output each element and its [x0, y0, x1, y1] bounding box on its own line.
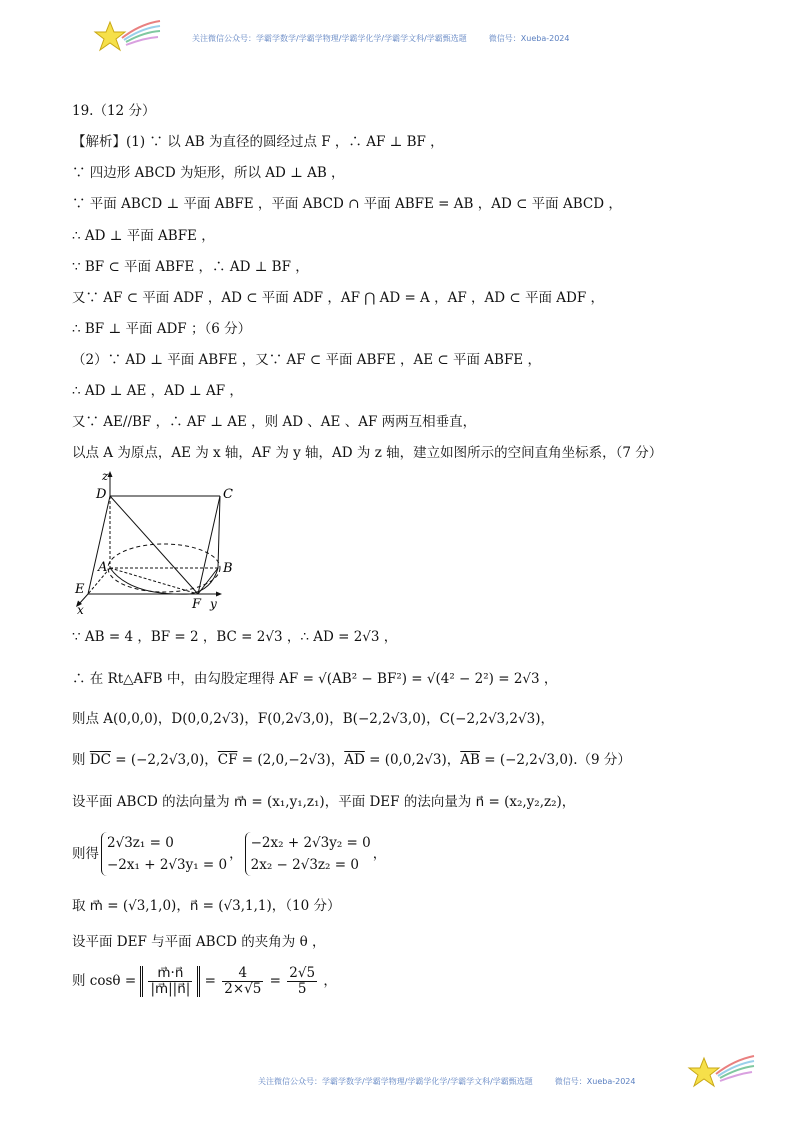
page-footer — [258, 1076, 635, 1087]
text-line-16: 则 $\overline{DC} = (-2,2√3,0)$，$\overline{CF} = (2,0,-2√3)$，$\overline{AD} = (0,0,2√3)$，$\overline{AB} = (-2,2√3,0).(9$ 分） — [72, 752, 631, 768]
fraction-4: $\frac{4}{2\times√5}$ — [224, 965, 262, 997]
star-logo-footer — [686, 1050, 758, 1094]
star-logo-header — [92, 16, 164, 58]
system-n: −2x₂ + 2√3y₂ = 0 2x₂ − 2√3z₂ = 0 — [245, 832, 371, 876]
label-A: A — [98, 560, 108, 575]
label-E: E — [75, 582, 85, 597]
vector-AB: $\overline{AB}$ — [460, 752, 480, 768]
text-line-15: 则点 A(0,0,0)，D(0,0,2√3)，F(0,2√3,0)，B(−2,2√3,0)，C(−2,2√3,2√3)， — [72, 711, 554, 727]
text-line-07: 又∵ AF ⊂ 平面 ADF ，AD ⊂ 平面 ADF ，AF ⋂ AD = A ，AF ，AD ⊂ 平面 ADF ， — [72, 290, 604, 306]
text-line-03: ∵ 四边形 ABCD 为矩形，所以 AD ⊥ AB ， — [72, 165, 345, 181]
edge-DF — [110, 496, 198, 594]
edge-CB — [218, 496, 220, 568]
text-line-02: 【解析】(1) ∵ 以 AB 为直径的圆经过点 F ，∴ AF ⊥ BF ， — [72, 134, 444, 150]
footer-wechat: 微信号：Xueba-2024 — [554, 1077, 636, 1086]
text-line-09: （2）∵ AD ⊥ 平面 ABFE ，又∵ AF ⊂ 平面 ABFE ，AE ⊂ 平面 ABFE ， — [72, 352, 541, 368]
vector-DC: $\overline{DC}$ — [89, 752, 111, 768]
text-line-17: 设平面 ABCD 的法向量为 m⃗ = (x₁,y₁,z₁)，平面 DEF 的法向量为 n⃗ = (x₂,y₂,z₂)， — [72, 794, 576, 810]
cos-formula: 则 cosθ = $\frac{m⃗\cdot n⃗}{|m⃗||n⃗|}$ = $\frac{4}{2\times√5}$ = $\frac{2√5}{5}$ ， — [72, 965, 337, 997]
label-z: z — [102, 469, 109, 483]
text-line-11: 又∵ AE//BF ，∴ AF ⊥ AE ，则 AD 、AE 、AF 两两互相垂直， — [72, 414, 477, 430]
system-m: 2√3z₁ = 0 −2x₁ + 2√3y₁ = 0 — [101, 832, 227, 876]
vector-CF: $\overline{CF}$ — [217, 752, 238, 768]
edge-DE — [88, 496, 110, 594]
fraction-result: $\frac{2√5}{5}$ — [289, 965, 316, 997]
text-line-08: ∴ BF ⊥ 平面 ADF ；（6 分） — [72, 321, 252, 337]
label-x: x — [77, 603, 84, 616]
text-line-05: ∴ AD ⊥ 平面 ABFE ， — [72, 228, 215, 244]
text-line-19: 取 m⃗ = (√3,1,0)，n⃗ = (√3,1,1)，（10 分） — [72, 898, 341, 914]
label-C: C — [223, 487, 233, 502]
text-line-20: 设平面 DEF 与平面 ABCD 的夹角为 θ ， — [72, 934, 326, 950]
text-line-12: 以点 A 为原点，AE 为 x 轴，AF 为 y 轴，AD 为 z 轴，建立如图所示的空间直角坐标系，（7 分） — [72, 445, 663, 461]
label-y: y — [210, 597, 217, 611]
header-wechat: 微信号：Xueba-2024 — [488, 34, 570, 43]
footer-text: 关注微信公众号：学霸学数学/学霸学物理/学霸学化学/学霸学文科/学霸甄选题 — [258, 1077, 533, 1086]
arc-lower — [110, 568, 218, 594]
circle-AB — [108, 544, 220, 592]
label-B: B — [223, 561, 233, 576]
vector-AD: $\overline{AD}$ — [344, 752, 365, 768]
text-line-04: ∵ 平面 ABCD ⊥ 平面 ABFE ，平面 ABCD ∩ 平面 ABFE = AB ，AD ⊂ 平面 ABCD ， — [72, 196, 622, 212]
label-F: F — [192, 597, 202, 612]
text-line-10: ∴ AD ⊥ AE ，AD ⊥ AF ， — [72, 383, 243, 399]
text-line-14: ∴ 在 Rt△AFB 中，由勾股定理得 AF = √(AB² − BF²) = √(4² − 2²) = 2√3 ， — [72, 671, 558, 687]
label-D: D — [96, 487, 107, 502]
text-line-06: ∵ BF ⊂ 平面 ABFE ，∴ AD ⊥ BF ， — [72, 259, 309, 275]
geometry-figure — [70, 468, 240, 616]
equation-systems: 则得 2√3z₁ = 0 −2x₁ + 2√3y₁ = 0 ， −2x₂ + 2√3y₂ = 0 2x₂ − 2√3z₂ = 0 ， — [72, 832, 386, 876]
problem-number: 19.（12 分） — [72, 103, 156, 119]
abs-fraction: $\frac{m⃗\cdot n⃗}{|m⃗||n⃗|}$ — [140, 966, 200, 997]
text-line-13: ∵ AB = 4 ，BF = 2 ，BC = 2√3 ，∴ AD = 2√3 ， — [72, 629, 398, 645]
page-header — [192, 33, 569, 44]
header-text: 关注微信公众号：学霸学数学/学霸学物理/学霸学化学/学霸学文科/学霸甄选题 — [192, 34, 467, 43]
